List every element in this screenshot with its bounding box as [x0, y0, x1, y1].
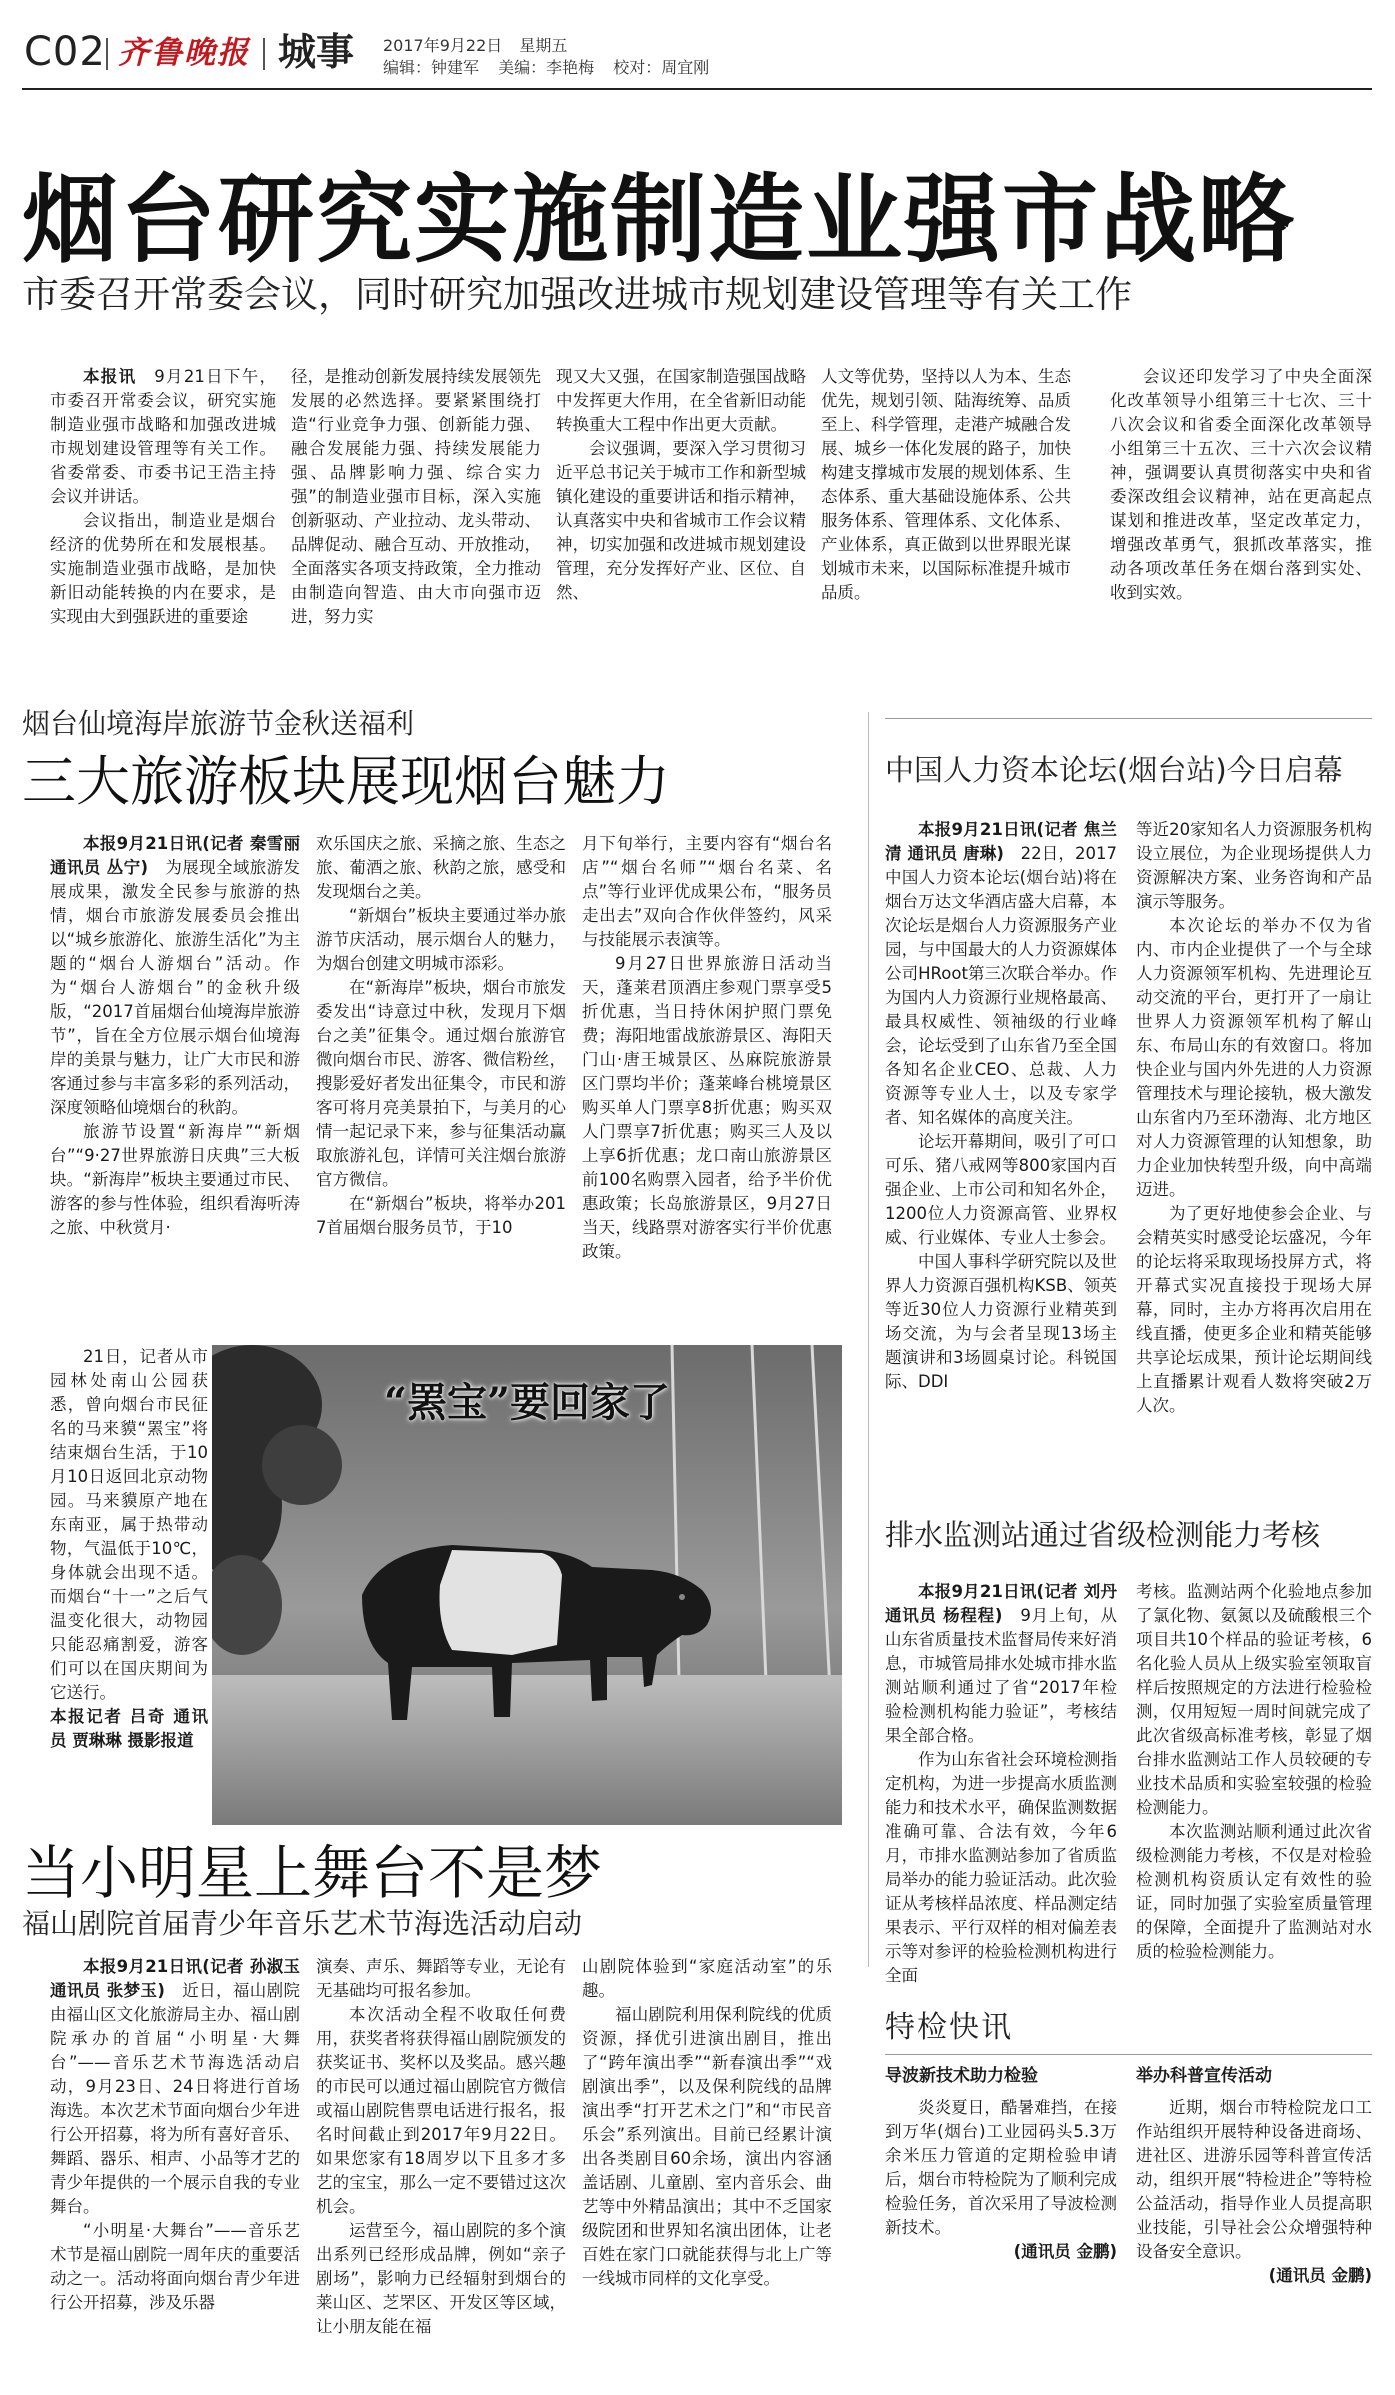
- right-column-rule: [868, 712, 869, 1967]
- hr-forum-paragraph: 论坛开幕期间，吸引了可口可乐、猪八戒网等800家国内百强企业、上市公司和知名外企，1200位人力资源高管、业界权威、行业媒体、专业人士参会。: [885, 1132, 1117, 1247]
- drainage-paragraph: 本报9月21日讯(记者 刘丹 通讯员 杨程程) 9月上旬，从山东省质量技术监督局传来好消息，市城管局排水处城市排水监测站顺利通过了省“2017年检验检测机构能力验证”，考核结果全部合格。: [885, 1582, 1117, 1745]
- brief-title: 举办科普宣传活动: [1136, 2066, 1272, 2086]
- lead-subheadline: 市委召开常委会议，同时研究加强改进城市规划建设管理等有关工作: [22, 273, 1132, 316]
- hr-forum-paragraph: 为了更好地使参会企业、与会精英实时感受论坛盛况，今年的论坛将采取现场投屏方式，将开幕式实况直接投于现场大屏幕，同时，主办方将再次启用在线直播，使更多企业和精英能够共享论坛成果，预计论坛期间线上直播累计观看人数将突破2万人次。: [1136, 1204, 1372, 1415]
- theater-column-1: [50, 1955, 300, 2367]
- brief-credit: (通讯员 金鹏): [1268, 2266, 1372, 2285]
- brief-text: 炎炎夏日，酷暑难挡，在接到万华(烟台)工业园码头5.3万余米压力管道的定期检验申请后，烟台市特检院为了顺利完成检验任务，首次采用了导波检测新技术。: [885, 2098, 1117, 2237]
- theater-paragraph: 运营至今，福山剧院的多个演出系列已经形成品牌，例如“亲子剧场”，影响力已经辐射到烟台的莱山区、芝罘区、开发区等区域，让小朋友能在福: [316, 2221, 566, 2336]
- drainage-column-1: [885, 1580, 1117, 1988]
- drainage-paragraph: 本次监测站顺利通过此次省级检测能力考核，不仅是对检验检测机构资质认定有效性的验证，同时加强了实验室质量管理的保障，全面提升了监测站对水质的检验检测能力。: [1136, 1822, 1372, 1961]
- masthead-rule: [22, 88, 1372, 90]
- theater-subheadline: 福山剧院首届青少年音乐艺术节海选活动启动: [22, 1907, 583, 1940]
- theater-paragraph: “小明星·大舞台”——音乐艺术节是福山剧院一周年庆的重要活动之一。活动将面向烟台青少年进行公开招募，涉及乐器: [50, 2221, 300, 2312]
- hr-forum-paragraph: 中国人事科学研究院以及世界人力资源百强机构KSB、领英等近30位人力资源行业精英到场交流，为与会者呈现13场主题演讲和3场圆桌讨论。科锐国际、DDI: [885, 1252, 1117, 1391]
- tourism-paragraph: 本报9月21日讯(记者 秦雪丽 通讯员 丛宁) 为展现全域旅游发展成果，激发全民参与旅游的热情，烟台市旅游发展委员会推出以“城乡旅游化、旅游生活化”为主题的“烟台人游烟台”活动。作为“烟台人游烟台”的金秋升级版，“2017首届烟台仙境海岸旅游节”，旨在全方位展示烟台仙境海岸的美景与魅力，让广大市民和游客通过参与丰富多彩的系列活动，深度领略仙境烟台的秋韵。: [50, 834, 300, 1117]
- lead-column-3: [556, 365, 806, 655]
- tourism-paragraph: 旅游节设置“新海岸”“新烟台”“9·27世界旅游日庆典”三大板块。“新海岸”板块主要通过市民、游客的参与性体验，组织看海听涛之旅、中秋赏月·: [50, 1122, 300, 1237]
- tourism-paragraph: 在“新海岸”板块，烟台市旅发委发出“诗意过中秋，发现月下烟台之美”征集令。通过烟台旅游官微向烟台市民、游客、微信粉丝，搜影爱好者发出征集令，市民和游客可将月亮美景拍下，与美月的心情一起记录下来，参与征集活动赢取旅游礼包，详情可关注烟台旅游官方微信。: [316, 978, 566, 1189]
- tapir-credit: 本报记者 吕奇 通讯员 贾琳琳 摄影报道: [50, 1707, 208, 1750]
- briefs-rule: [885, 2054, 1372, 2055]
- theater-column-2: [316, 1955, 566, 2367]
- hr-forum-paragraph: 等近20家知名人力资源服务机构设立展位，为企业现场提供人力资源解决方案、业务咨询和产品演示等服务。: [1136, 820, 1372, 911]
- editor-credit: 编辑：钟建军: [383, 58, 480, 77]
- tourism-paragraph: 在“新烟台”板块，将举办2017首届烟台服务员节，于10: [316, 1194, 566, 1237]
- staff-credits: [383, 58, 709, 78]
- lead-paragraph: 会议还印发学习了中央全面深化改革领导小组第三十七次、三十八次会议和省委全面深化改革领导小组第三十五次、三十六次会议精神，强调要认真贯彻落实中央和省委深改组会议精神，站在更高起点谋划和推进改革，坚定改革定力，增强改革勇气，狠抓改革落实，推动各项改革任务在烟台落到实处、收到实效。: [1110, 367, 1372, 602]
- brief-title: 导波新技术助力检验: [885, 2066, 1038, 2086]
- lead-paragraph: 本报讯 9月21日下午，市委召开常委会议，研究实施制造业强市战略和加强改进城市规划建设管理等有关工作。省委常委、市委书记王浩主持会议并讲话。: [50, 367, 276, 506]
- tourism-paragraph: 9月27日世界旅游日活动当天，蓬莱君顶酒庄参观门票享受5折优惠，当日持休闲护照门票免费；海阳地雷战旅游景区、海阳天门山·唐王城景区、丛麻院旅游景区门票均半价；蓬莱峰台桃境景区购买单人门票享8折优惠；购买双人门票享7折优惠；购买三人及以上享6折优惠；龙口南山旅游景区前100名购票入园者，给予半价优惠政策；长岛旅游景区，9月27日当天，线路票对游客实行半价优惠政策。: [582, 954, 832, 1261]
- hr-forum-column-2: [1136, 818, 1372, 1458]
- hr-forum-headline: 中国人力资本论坛(烟台站)今日启幕: [885, 753, 1343, 787]
- lead-column-1: [50, 365, 276, 655]
- lead-paragraph: 径，是推动创新发展持续发展领先发展的必然选择。要紧紧围绕打造“行业竞争力强、创新能力强、融合发展能力强、持续发展能力强、品牌影响力强、综合实力强”的制造业强市目标，深入实施创新驱动、产业拉动、龙头带动、品牌促动、融合互动、开放推动，全面落实各项支持政策，全力推动由制造向智造、由大市向强市迈进，努力实: [291, 367, 541, 626]
- date-text: 2017年9月22日: [383, 36, 503, 55]
- theater-paragraph: 本次活动全程不收取任何费用，获奖者将获得福山剧院颁发的获奖证书、奖杯以及奖品。感兴趣的市民可以通过福山剧院官方微信或福山剧院售票电话进行报名，报名时间截止到2017年9月22日。如果您家有18周岁以下且多才多艺的宝宝，那么一定不要错过这次机会。: [316, 2005, 566, 2216]
- page-number: C02: [24, 29, 106, 75]
- weekday-text: 星期五: [519, 36, 568, 55]
- page-masthead: [0, 0, 1395, 90]
- lead-column-2: [291, 365, 541, 655]
- theater-headline: 当小明星上舞台不是梦: [22, 1839, 603, 1907]
- theater-paragraph: 山剧院体验到“家庭活动室”的乐趣。: [582, 1957, 832, 2000]
- drainage-paragraph: 作为山东省社会环境检测指定机构，为进一步提高水质监测能力和技术水平，确保监测数据准确可靠、合法有效，今年6月，市排水监测站参加了省质监局举办的能力验证活动。此次验证从考核样品浓度、样品测定结果表示、平行双样的相对偏差表示等对参评的检验检测机构进行全面: [885, 1750, 1117, 1985]
- lead-column-5: [1110, 365, 1372, 655]
- theater-paragraph: 福山剧院利用保利院线的优质资源，择优引进演出剧目，推出了“跨年演出季”“新春演出季”“戏剧演出季”，以及保利院线的品牌演出季“打开艺术之门”和“市民音乐会”系列演出。目前已经累计演出各类剧目60余场，演出内容涵盖话剧、儿童剧、室内音乐会、曲艺等中外精品演出；其中不乏国家级院团和世界知名演出团体，让老百姓在家门口就能获得与北上广等一线城市同样的文化享受。: [582, 2005, 832, 2288]
- lead-column-4: [821, 365, 1071, 655]
- theater-byline: 本报9月21日讯(记者 孙淑玉 通讯员 张梦玉): [50, 1957, 300, 2000]
- hr-forum-paragraph: 本报9月21日讯(记者 焦兰清 通讯员 唐琳) 22日，2017中国人力资本论坛(烟台站)将在烟台万达文华酒店盛大启幕，本次论坛是烟台人力资源服务产业园，与中国最大的人力资源媒体公司HRoot第三次联合举办。作为国内人力资源行业规格最高、最具权威性、领袖级的行业峰会，论坛受到了山东省乃至全国各知名企业CEO、总裁、人力资源等专业人士，以及专家学者、知名媒体的高度关注。: [885, 820, 1117, 1127]
- drainage-headline: 排水监测站通过省级检测能力考核: [885, 1518, 1321, 1552]
- tourism-kicker: 烟台仙境海岸旅游节金秋送福利: [22, 707, 415, 740]
- brief-credit: (通讯员 金鹏): [1013, 2242, 1117, 2261]
- lead-byline: 本报讯: [83, 367, 137, 386]
- lead-paragraph: 会议强调，要深入学习贯彻习近平总书记关于城市工作和新型城镇化建设的重要讲话和指示精神，认真落实中央和省城市工作会议精神，切实加强和改进城市规划建设管理，充分发挥好产业、区位、自然、: [556, 439, 806, 602]
- lead-paragraph: 现又大又强，在国家制造强国战略中发挥更大作用，在全省新旧动能转换重大工程中作出更大贡献。: [556, 367, 806, 434]
- tourism-paragraph: 欢乐国庆之旅、采摘之旅、生态之旅、葡酒之旅、秋韵之旅，感受和发现烟台之美。: [316, 834, 566, 901]
- briefs-section-title: 特检快讯: [885, 2010, 1013, 2045]
- tapir-text: [50, 1345, 208, 1825]
- tapir-paragraph: 21日，记者从市园林处南山公园获悉，曾向烟台市民征名的马来貘“罴宝”将结束烟台生活，于10月10日返回北京动物园。马来貘原产地在东南亚，属于热带动物，气温低于10℃，身体就会出现不适。而烟台“十一”之后气温变化很大，动物园只能忍痛割爱，游客们可以在国庆期间为它送行。: [50, 1347, 208, 1702]
- brief-text: 近期，烟台市特检院龙口工作站组织开展特种设备进商场、进社区、进游乐园等科普宣传活动，组织开展“特检进企”等特检公益活动，指导作业人员提高职业技能，引导社会公众增强特种设备安全意识。: [1136, 2098, 1372, 2261]
- brief-item-2: [1136, 2064, 1372, 2374]
- tourism-byline: 本报9月21日讯(记者 秦雪丽 通讯员 丛宁): [50, 834, 300, 877]
- tapir-photo: [212, 1345, 842, 1825]
- hr-forum-column-1: [885, 818, 1117, 1458]
- section-name: 城事: [278, 30, 355, 74]
- hr-forum-byline: 本报9月21日讯(记者 焦兰清 通讯员 唐琳): [885, 820, 1117, 863]
- theater-paragraph: 本报9月21日讯(记者 孙淑玉 通讯员 张梦玉) 近日，福山剧院由福山区文化旅游局主办、福山剧院承办的首届“小明星·大舞台”——音乐艺术节海选活动启动，9月23日、24日将进行首场海选。本次艺术节面向烟台少年进行公开招募，将为所有喜好音乐、舞蹈、器乐、相声、小品等才艺的青少年提供的一个展示自我的专业舞台。: [50, 1957, 300, 2216]
- masthead-divider-2: [263, 38, 265, 70]
- lead-paragraph: 会议指出，制造业是烟台经济的优势所在和发展根基。实施制造业强市战略，是加快新旧动能转换的内在要求，是实现由大到强跃进的重要途: [50, 511, 276, 626]
- masthead-divider: [106, 38, 108, 70]
- brief-item-1: [885, 2064, 1117, 2374]
- drainage-paragraph: 考核。监测站两个化验地点参加了氯化物、氨氮以及硫酸根三个项目共10个样品的验证考核，6名化验人员从上级实验室领取盲样后按照规定的方法进行检验检测，仅用短短一周时间就完成了此次省级高标准考核，彰显了烟台排水监测站工作人员较硬的专业技术品质和实验室较强的检验检测能力。: [1136, 1582, 1372, 1817]
- lead-headline: 烟台研究实施制造业强市战略: [22, 163, 1296, 276]
- tapir-photo-caption: “罴宝”要回家了: [383, 1379, 670, 1426]
- issue-date: [383, 36, 567, 56]
- paper-logo: 齐鲁晚报: [118, 35, 250, 71]
- tourism-paragraph: “新烟台”板块主要通过举办旅游节庆活动，展示烟台人的魅力，为烟台创建文明城市添彩。: [316, 906, 566, 973]
- designer-credit: 美编：李艳梅: [498, 58, 595, 77]
- tourism-headline: 三大旅游板块展现烟台魅力: [22, 750, 670, 813]
- lead-paragraph: 人文等优势，坚持以人为本、生态优先，规划引领、陆海统筹、品质至上、科学管理，走港产城融合发展、城乡一体化发展的路子，加快构建支撑城市发展的规划体系、生态体系、重大基础设施体系、公共服务体系、管理体系、文化体系、产业体系，真正做到以世界眼光谋划城市未来，以国际标准提升城市品质。: [821, 367, 1071, 602]
- theater-column-3: [582, 1955, 832, 2367]
- tourism-paragraph: 月下旬举行，主要内容有“烟台名店”“烟台名师”“烟台名菜、名点”等行业评优成果公布，“服务员走出去”双向合作伙伴签约，风采与技能展示表演等。: [582, 834, 832, 949]
- hr-forum-paragraph: 本次论坛的举办不仅为省内、市内企业提供了一个与全球人力资源领军机构、先进理论互动交流的平台，更打开了一扇让世界人力资源领军机构了解山东、布局山东的有效窗口。将加快企业与国内外先进的人力资源管理技术与理论接轨，极大激发山东省内乃至环渤海、北方地区对人力资源管理的认知想象，助力企业加快转型升级，向中高端迈进。: [1136, 916, 1372, 1199]
- drainage-column-2: [1136, 1580, 1372, 1988]
- right-top-rule: [885, 718, 1372, 719]
- drainage-byline: 本报9月21日讯(记者 刘丹 通讯员 杨程程): [885, 1582, 1117, 1625]
- theater-paragraph: 演奏、声乐、舞蹈等专业，无论有无基础均可报名参加。: [316, 1957, 566, 2000]
- proofreader-credit: 校对：周宜刚: [613, 58, 710, 77]
